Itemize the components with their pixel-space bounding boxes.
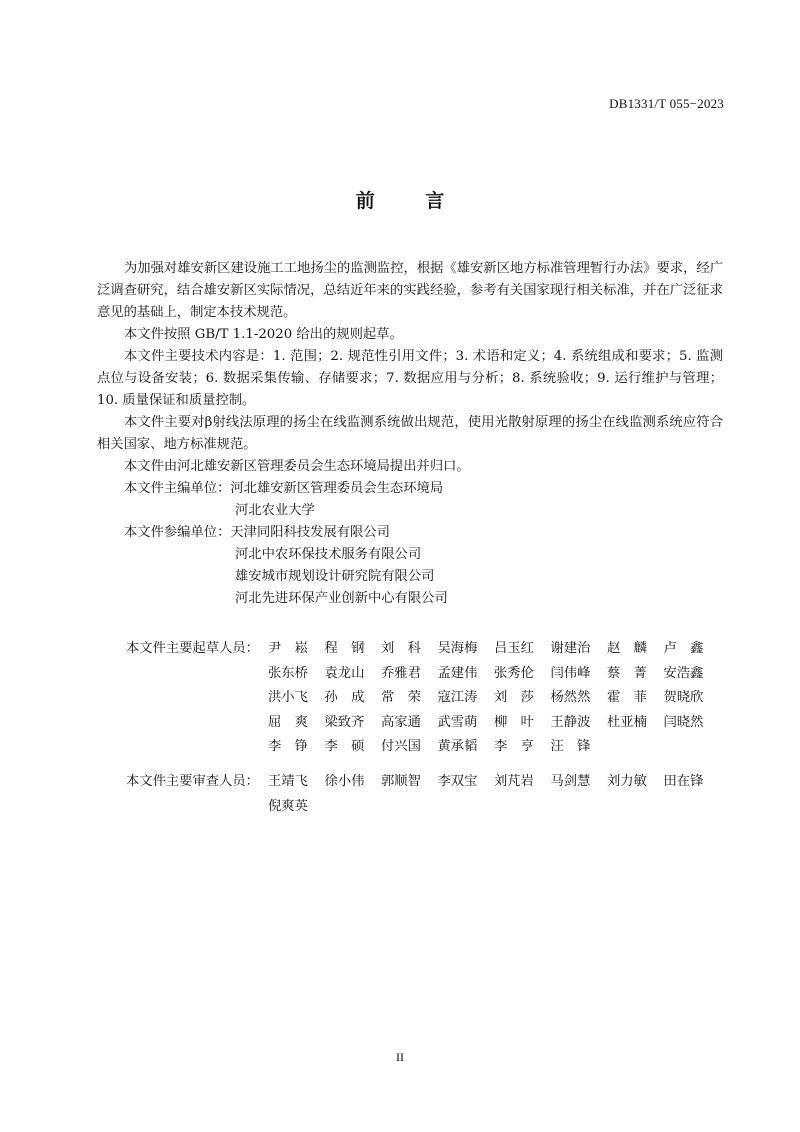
document-code: DB1331/T 055−2023 [609, 96, 724, 111]
drafter-name: 吕玉红 [494, 641, 534, 656]
drafters-row [126, 735, 726, 760]
paragraph: 本文件按照 GB/T 1.1-2020 给出的规则起草。 [124, 327, 403, 342]
drafters-row [126, 686, 726, 711]
reviewer-name: 倪爽英 [268, 798, 308, 814]
drafter-name: 黄承韬 [437, 739, 478, 754]
paragraph: 本文件由河北雄安新区管理委员会生态环境局提出并归口。 [124, 459, 470, 474]
drafter-name: 梁致齐 [324, 714, 365, 730]
participating-unit: 天津同阳科技发展有限公司 [230, 525, 390, 540]
drafters-row [126, 637, 726, 662]
drafter-name: 杜亚楠 [607, 714, 647, 730]
drafter-name: 吴海梅 [437, 641, 478, 656]
drafter-name: 汪 锋 [550, 739, 591, 754]
drafter-name: 李 铮 [268, 739, 308, 754]
reviewers-row [126, 795, 726, 820]
participating-units-row [97, 522, 723, 544]
reviewer-name: 田在锋 [663, 774, 704, 789]
reviewer-name: 李双宝 [437, 774, 478, 789]
drafter-name: 袁龙山 [324, 665, 365, 681]
drafter-name: 尹 崧 [268, 641, 308, 656]
drafter-name: 霍 菲 [607, 690, 647, 705]
drafter-name: 张东桥 [268, 665, 308, 681]
drafter-name: 谢建治 [550, 641, 591, 656]
drafter-name: 卢 鑫 [663, 641, 704, 656]
page-title: 前 言 [355, 190, 467, 212]
page-number: II [396, 1050, 404, 1064]
reviewer-name: 徐小伟 [324, 774, 365, 789]
reviewer-name: 王靖飞 [268, 774, 308, 789]
reviewers-row [126, 770, 726, 795]
drafter-name: 高家通 [381, 714, 421, 730]
reviewer-name: 刘力敏 [607, 774, 647, 789]
chief-units-row [97, 478, 723, 500]
drafter-name: 屈 爽 [268, 714, 308, 730]
chief-units-label: 本文件主编单位： [124, 481, 231, 496]
reviewer-name: 郭顺智 [381, 774, 421, 789]
reviewer-name: 马剑慧 [550, 774, 591, 789]
drafter-name: 洪小飞 [268, 690, 308, 705]
drafter-name: 常 荣 [381, 690, 421, 705]
drafter-name: 刘 科 [381, 641, 421, 656]
chief-unit: 河北雄安新区管理委员会生态环境局 [230, 481, 444, 496]
participating-units-label: 本文件参编单位： [124, 525, 231, 540]
participating-unit: 河北中农环保技术服务有限公司 [235, 547, 422, 562]
drafter-name: 闫晓然 [663, 714, 704, 730]
drafter-name: 寇江涛 [437, 690, 478, 705]
drafter-name: 蔡 菁 [607, 665, 647, 681]
drafter-name: 张秀伦 [494, 665, 534, 681]
paragraph: 本文件主要技术内容是：1. 范围；2. 规范性引用文件；3. 术语和定义；4. 系统组成和要求；5. 监测点位与设备安装；6. 数据采集传输、存储要求；7. 数据应用与分析；8. 系统验收；9. 运行维护与管理；10. 质量保证和质量控制。 [97, 349, 723, 408]
drafter-name: 柳 叶 [494, 714, 534, 730]
participating-unit: 雄安城市规划设计研究院有限公司 [235, 569, 435, 584]
drafter-name: 刘 莎 [494, 690, 534, 705]
drafter-name: 孙 成 [324, 690, 365, 705]
drafter-name: 杨然然 [550, 690, 591, 705]
paragraph: 为加强对雄安新区建设施工工地扬尘的监测监控，根据《雄安新区地方标准管理暂行办法》要求，经广泛调查研究，结合雄安新区实际情况，总结近年来的实践经验，参考有关国家现行相关标准，并在广泛征求意见的基础上，制定本技术规范。 [97, 261, 723, 320]
participating-unit: 河北先进环保产业创新中心有限公司 [235, 591, 448, 606]
drafter-name: 乔雅君 [381, 665, 421, 681]
reviewer-name: 刘芃岩 [494, 774, 534, 789]
reviewers-block [126, 770, 726, 819]
drafter-name: 贺晓欣 [663, 690, 704, 705]
reviewers-label: 本文件主要审查人员： [126, 774, 259, 789]
drafters-label: 本文件主要起草人员： [126, 641, 259, 656]
drafter-name: 孟建伟 [437, 665, 478, 681]
drafter-name: 李 硕 [324, 739, 365, 754]
drafters-row [126, 711, 726, 736]
paragraph: 本文件主要对β射线法原理的扬尘在线监测系统做出规范，使用光散射原理的扬尘在线监测系统应符合相关国家、地方标准规范。 [97, 415, 723, 452]
drafters-block [126, 637, 726, 760]
drafter-name: 李 亨 [494, 739, 534, 754]
drafter-name: 付兴国 [381, 739, 421, 754]
body-text [97, 258, 723, 610]
drafter-name: 赵 麟 [607, 641, 647, 656]
drafter-name: 武雪萌 [437, 714, 478, 730]
drafter-name: 程 钢 [324, 641, 365, 656]
drafters-row [126, 662, 726, 687]
chief-unit: 河北农业大学 [235, 503, 315, 518]
drafter-name: 闫伟峰 [550, 665, 591, 681]
drafter-name: 安浩鑫 [663, 665, 704, 681]
drafter-name: 王静波 [550, 714, 591, 730]
